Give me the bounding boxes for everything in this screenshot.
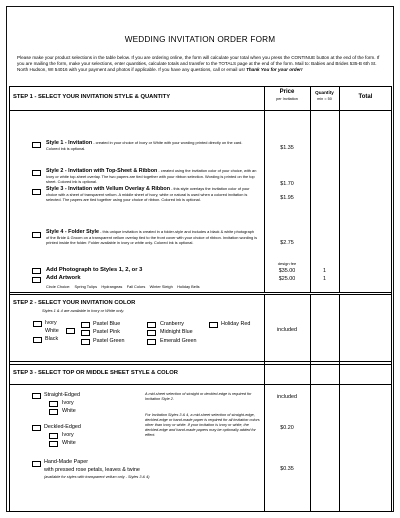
total-column-divider-lower: [339, 294, 340, 512]
straight-ivory-label: Ivory: [62, 400, 74, 406]
color-cranberry-checkbox[interactable]: [147, 322, 156, 328]
deckled-price: $0.20: [280, 425, 294, 431]
color-black-checkbox[interactable]: [33, 337, 42, 343]
straight-white-checkbox[interactable]: [49, 409, 58, 415]
style4-text: [46, 229, 258, 246]
quantity-column-divider: [310, 86, 311, 292]
step2-price: included: [276, 327, 298, 333]
style4-price: $2.75: [280, 240, 294, 246]
artwork-option[interactable]: Winter Sleigh: [149, 284, 173, 289]
style1-name: Style 1 - Invitation: [46, 140, 93, 146]
color-pastel-green-checkbox[interactable]: [81, 339, 90, 345]
step2-note: Styles 1 & 4 are available in Ivory or White only.: [42, 308, 125, 313]
straight-ivory-checkbox[interactable]: [49, 401, 58, 407]
style1-text: [46, 140, 256, 151]
handmade-sub: with pressed rose petals, leaves & twine: [44, 467, 140, 473]
deckled-ivory-label: Ivory: [62, 432, 74, 438]
artwork-options: [46, 284, 200, 289]
artwork-option[interactable]: Hydrangeas: [101, 284, 123, 289]
color-emerald-green-checkbox[interactable]: [147, 339, 156, 345]
step3-header-rule: [9, 384, 392, 385]
quantity-header: Quantity: [315, 90, 334, 95]
style4-desc: - this unique invitation is created in a folder-style and includes a black & white photograph of the Bride & Groom on a transparent vellum overlay tied to the front cover with your choice of ribbon. Invitation wording is printed inside the folder. Folder available in ivory or white only. Colored ink is optional.: [46, 229, 258, 246]
total-column-divider: [339, 86, 340, 292]
deckled-white-label: White: [62, 440, 76, 446]
style4-name: Style 4 - Folder Style: [46, 229, 100, 235]
color-ivory-checkbox[interactable]: [33, 321, 42, 327]
add-artwork-price: $25.00: [278, 276, 296, 282]
straight-note: A mid-sheet selection of straight or deckled-edge is required for Invitation Style 2.: [145, 392, 252, 401]
color-midnight-blue-label: Midnight Blue: [160, 329, 193, 335]
step1-title: STEP 1 - SELECT YOUR INVITATION STYLE & QUANTITY: [13, 94, 171, 100]
color-pastel-blue-label: Pastel Blue: [93, 321, 121, 327]
add-photo-checkbox[interactable]: [32, 268, 41, 274]
color-emerald-green-label: Emerald Green: [160, 338, 197, 344]
straight-edged-label: Straight-Edged: [44, 392, 80, 398]
intro-thanks: Thank You for your order!: [246, 67, 303, 73]
step2-title: STEP 2 - SELECT YOUR INVITATION COLOR: [13, 300, 136, 306]
page-title: WEDDING INVITATION ORDER FORM: [124, 35, 276, 44]
step2-end-rule: [9, 361, 392, 362]
straight-white-label: White: [62, 408, 76, 414]
style1-desc: - created in your choice of Ivory or White with your wording printed directly on the card. Colored ink is optional.: [46, 140, 243, 151]
price-header-sub: per Invitation: [276, 97, 298, 101]
design-fee-label: design fee: [277, 261, 297, 266]
color-white-checkbox[interactable]: [66, 328, 75, 334]
deckled-ivory-checkbox[interactable]: [49, 433, 58, 439]
deckled-edged-label: Deckled-Edged: [44, 424, 81, 430]
style2-text: [46, 168, 258, 185]
straight-price: included: [276, 394, 298, 400]
color-holiday-red-checkbox[interactable]: [209, 322, 218, 328]
quantity-column-divider-lower: [310, 294, 311, 512]
color-white-label: White: [45, 328, 59, 334]
add-artwork-label: Add Artwork: [46, 275, 81, 281]
add-artwork-quantity[interactable]: 1: [323, 276, 326, 282]
intro-text: [17, 55, 387, 74]
straight-edged-checkbox[interactable]: [32, 393, 41, 399]
deckled-note: For Invitation Styles 3 & 4, a mid-sheet selection of straight-edge, deckled-edge or hand-made paper is required for all invitation colors other than ivory or white. If your invitation is ivory or white, the deckled-edge and hand-made papers may be optionally added for effect.: [145, 413, 260, 437]
color-holiday-red-label: Holiday Red: [221, 321, 251, 327]
style1-price: $1.35: [280, 145, 294, 151]
handmade-checkbox[interactable]: [32, 461, 41, 467]
add-photo-price: $35.00: [278, 268, 296, 274]
style3-checkbox[interactable]: [32, 189, 41, 195]
quantity-header-sub: min = 50: [317, 97, 332, 101]
style4-checkbox[interactable]: [32, 232, 41, 238]
style3-name: Style 3 - Invitation with Vellum Overlay & Ribbon: [46, 186, 171, 192]
step1-end-rule: [9, 292, 392, 293]
style2-name: Style 2 - Invitation with Top-Sheet & Ribbon: [46, 168, 158, 174]
add-photo-quantity[interactable]: 1: [323, 268, 326, 274]
color-ivory-label: Ivory: [45, 320, 57, 326]
handmade-price: $0.35: [280, 466, 294, 472]
artwork-option[interactable]: Fall Colors: [126, 284, 146, 289]
artwork-option[interactable]: Holiday Bells: [177, 284, 200, 289]
style2-desc: - created using the invitation color of your choice, with an ivory or white top-sheet overlay. The two papers are tied together with your ribbon selection. Wording is printed on the top sheet. Colored ink is optional.: [46, 168, 257, 185]
style3-text: [46, 186, 258, 203]
color-pastel-pink-checkbox[interactable]: [81, 330, 90, 336]
style2-checkbox[interactable]: [32, 170, 41, 176]
step2-start-rule: [9, 294, 392, 295]
color-midnight-blue-checkbox[interactable]: [147, 330, 156, 336]
step3-start-rule: [9, 364, 392, 365]
color-pastel-green-label: Pastel Green: [93, 338, 125, 344]
price-header: Price: [279, 89, 295, 95]
add-photo-label: Add Photograph to Styles 1, 2, or 3: [46, 267, 143, 273]
color-pastel-pink-label: Pastel Pink: [93, 329, 120, 335]
deckled-edged-checkbox[interactable]: [32, 425, 41, 431]
total-header: Total: [358, 94, 373, 100]
deckled-white-checkbox[interactable]: [49, 441, 58, 447]
style3-desc: - this style overlays the invitation color of your choice with a sheet of transparent vellum. A middle sheet of ivory, white or natural is used when a colored invitation is selected. The papers are tied together using your choice of ribbon. Colored ink is optional.: [46, 186, 250, 203]
header-rule: [9, 110, 392, 111]
style3-price: $1.95: [280, 195, 294, 201]
intro-body: Please make your product selections in the table below. If you are ordering online, the form will calculate your total when you press the CONTINUE button at the end of the form. If you are mailing the form, make your selections, enter quantities, calculate totals and transfer to the TOTALS page at the end of the form. Mail to: Babies and Brides 535-B 6th St. North Hudson, WI 54016 with your payment and photos if applicable. If you have any questions, call or email us!: [17, 55, 380, 73]
color-cranberry-label: Cranberry: [160, 321, 184, 327]
style1-checkbox[interactable]: [32, 142, 41, 148]
color-black-label: Black: [45, 336, 59, 342]
add-artwork-checkbox[interactable]: [32, 277, 41, 283]
color-pastel-blue-checkbox[interactable]: [81, 322, 90, 328]
handmade-note: (available for styles with transparent vellum only - Styles 3 & 4): [44, 475, 150, 479]
style2-price: $1.70: [280, 181, 294, 187]
step3-title: STEP 3 - SELECT TOP OR MIDDLE SHEET STYLE & COLOR: [13, 370, 178, 376]
handmade-label: Hand-Made Paper: [44, 459, 89, 465]
artwork-circle-choice: Circle Choice:: [46, 284, 71, 289]
artwork-option[interactable]: Spring Tulips: [74, 284, 98, 289]
